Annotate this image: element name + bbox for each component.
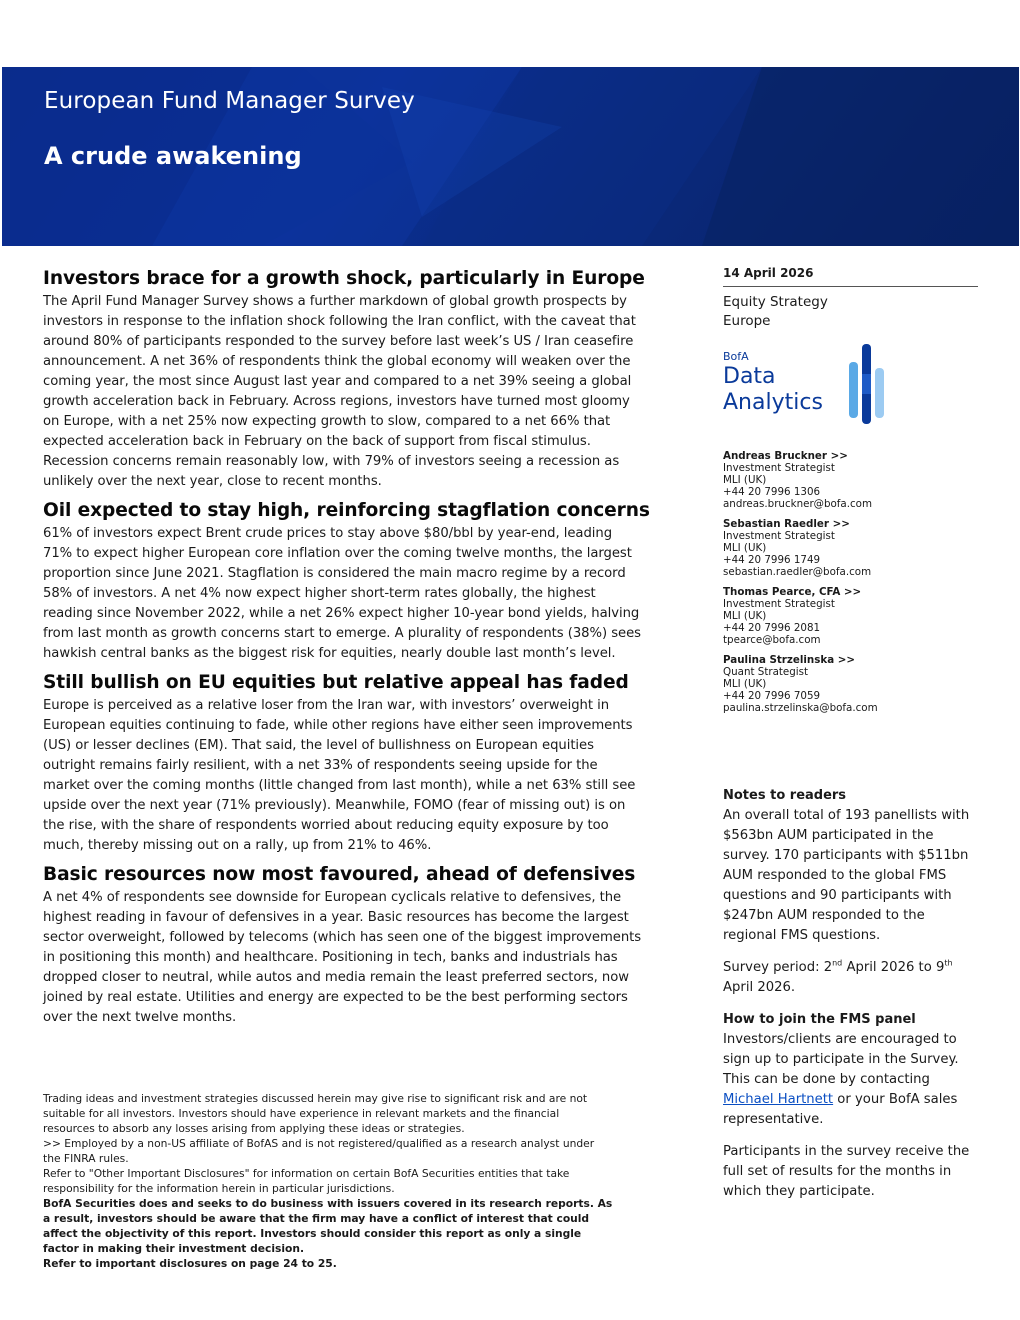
- brand-name: BofA: [723, 350, 749, 363]
- analyst-name: Paulina Strzelinska >>: [723, 654, 856, 666]
- analyst-phone: +44 20 7996 7059: [723, 690, 821, 702]
- survey-period: [723, 958, 981, 998]
- analyst-name: Andreas Bruckner >>: [723, 450, 848, 462]
- analyst-entity: MLI (UK): [723, 474, 767, 486]
- report-title: A crude awakening: [44, 142, 302, 170]
- survey-period-start: Survey period: 2: [723, 960, 833, 975]
- analyst-title: Investment Strategist: [723, 462, 835, 474]
- brand-product-line1: Data: [723, 364, 776, 389]
- analyst-entity: MLI (UK): [723, 542, 767, 554]
- join-text: [723, 1030, 981, 1130]
- analyst-title: Quant Strategist: [723, 666, 809, 678]
- analyst-phone: +44 20 7996 1749: [723, 554, 821, 566]
- analyst-email[interactable]: sebastian.raedler@bofa.com: [723, 566, 872, 578]
- disclaimer-conflict: BofA Securities does and seeks to do business with issuers covered in its research reports. As a result, investors should be aware that the firm may have a conflict of interest that could affect the objectivity of this report. Investors should consider this report as only a single factor in making their investment decision.: [43, 1197, 613, 1255]
- disclaimer-disclosures: Refer to important disclosures on page 24 to 25.: [43, 1257, 337, 1270]
- analyst-name: Sebastian Raedler >>: [723, 518, 850, 530]
- notes-heading: Notes to readers: [723, 788, 847, 803]
- join-heading: How to join the FMS panel: [723, 1012, 916, 1027]
- notes-body: An overall total of 193 panellists with $563bn AUM participated in the survey. 170 participants with $511bn AUM responded to the global FMS questions and 90 participants with $247bn AUM responded to the regional FMS questions.: [723, 808, 970, 943]
- department-line: Equity Strategy: [723, 294, 828, 310]
- bar-chart-logo-icon: [847, 344, 887, 424]
- analyst-title: Investment Strategist: [723, 598, 835, 610]
- region-line: Europe: [723, 313, 771, 329]
- ordinal-suffix: nd: [832, 958, 843, 968]
- section-basic-resources: [43, 862, 643, 1028]
- brand-product-line2: Analytics: [723, 390, 823, 415]
- section-body: The April Fund Manager Survey shows a further markdown of global growth prospects by investors in response to the inflation shock following the Iran conflict, with the caveat that around 80% of participants responded to the survey before last week’s US / Iran ceasefire announcement. A net 36% of respondents think the global economy will weaken over the coming year, the most since August last year and compared to a net 39% seeing a global growth acceleration back in February. Across regions, investors have turned most gloomy on Europe, with a net 25% now expecting growth to slow, compared to a net 66% that expected acceleration back in February on the back of support from fiscal stimulus. Recession concerns remain reasonably low, with 79% of investors seeing a recession as unlikely over the next year, close to recent months.: [43, 294, 636, 489]
- section-body: Europe is perceived as a relative loser from the Iran war, with investors’ overweight in European equities continuing to fade, while other regions have either seen improvements (US) or lesser declines (EM). That said, the level of bullishness on European equities outright remains fairly resilient, with a net 33% of respondents seeing upside for the market over the coming months (little changed from last month), while a net 63% still see upside over the next year (71% previously). Meanwhile, FOMO (fear of missing out) is on the rise, with the share of respondents worried about reducing equity exposure by too much, thereby missing out on a rally, up from 21% to 46%.: [43, 698, 636, 853]
- brand-block: [723, 350, 978, 440]
- analyst-card: [723, 654, 978, 714]
- analyst-phone: +44 20 7996 2081: [723, 622, 821, 634]
- disclaimer-risk: Trading ideas and investment strategies discussed herein may give rise to significant risk and are not suitable for all investors. Investors should have experience in relevant markets and the financial resources to absorb any losses arising from applying these ideas or strategies.: [43, 1092, 588, 1135]
- section-heading: Investors brace for a growth shock, particularly in Europe: [43, 268, 645, 289]
- analyst-name: Thomas Pearce, CFA >>: [723, 586, 862, 598]
- join-text-start: Investors/clients are encouraged to sign up to participate in the Survey. This can be done by contacting: [723, 1032, 959, 1087]
- disclaimer-entities: Refer to "Other Important Disclosures" for information on certain BofA Securities entities that take responsibility for the information herein in particular jurisdictions.: [43, 1167, 570, 1195]
- join-text-end: or your BofA sales representative.: [723, 1092, 958, 1127]
- section-heading: Oil expected to stay high, reinforcing stagflation concerns: [43, 500, 650, 521]
- notes-to-readers: [723, 786, 981, 1202]
- ordinal-suffix: th: [944, 958, 953, 968]
- department: [723, 293, 978, 331]
- section-body: A net 4% of respondents see downside for European cyclicals relative to defensives, the highest reading in favour of defensives in a year. Basic resources has become the largest sector overweight, followed by telecoms (which has seen one of the biggest improvements in positioning this month) and healthcare. Positioning in tech, banks and industrials has dropped closer to neutral, while autos and media remain the least preferred sectors, now joined by real estate. Utilities and energy are expected to be the best performing sectors over the next twelve months.: [43, 890, 642, 1025]
- analyst-email[interactable]: andreas.bruckner@bofa.com: [723, 498, 873, 510]
- analyst-list: [723, 450, 978, 722]
- report-banner: [2, 67, 1019, 246]
- main-content: [43, 266, 650, 1028]
- section-heading: Still bullish on EU equities but relative appeal has faded: [43, 672, 629, 693]
- analyst-entity: MLI (UK): [723, 678, 767, 690]
- analyst-card: [723, 450, 978, 510]
- analyst-title: Investment Strategist: [723, 530, 835, 542]
- section-oil-stagflation: [43, 498, 650, 664]
- report-date: 14 April 2026: [723, 264, 978, 287]
- participants-note: Participants in the survey receive the full set of results for the months in which they participate.: [723, 1144, 970, 1199]
- analyst-email[interactable]: tpearce@bofa.com: [723, 634, 821, 646]
- survey-period-mid: April 2026 to 9: [842, 960, 945, 975]
- section-heading: Basic resources now most favoured, ahead of defensives: [43, 864, 636, 885]
- section-body: 61% of investors expect Brent crude prices to stay above $80/bbl by year-end, leading 71% to expect higher European core inflation over the coming twelve months, the largest proportion since June 2021. Stagflation is considered the main macro regime by a record 58% of investors. A net 4% now expect higher short-term rates globally, the highest reading since November 2022, while a net 26% expect higher 10-year bond yields, halving from last month as growth concerns start to emerge. A plurality of respondents (38%) sees hawkish central banks as the biggest risk for equities, nearly double last month’s level.: [43, 526, 642, 661]
- section-growth-shock: [43, 266, 643, 492]
- analyst-phone: +44 20 7996 1306: [723, 486, 821, 498]
- disclaimer: [43, 1091, 613, 1271]
- analyst-card: [723, 518, 978, 578]
- sidebar: [723, 264, 978, 1199]
- analyst-card: [723, 586, 978, 646]
- report-series-title: European Fund Manager Survey: [44, 88, 415, 114]
- analyst-email[interactable]: paulina.strzelinska@bofa.com: [723, 702, 878, 714]
- analyst-entity: MLI (UK): [723, 610, 767, 622]
- disclaimer-affiliate: >> Employed by a non-US affiliate of BofAS and is not registered/qualified as a research analyst under the FINRA rules.: [43, 1137, 595, 1165]
- section-eu-equities: [43, 670, 643, 856]
- survey-period-end: April 2026.: [723, 980, 796, 995]
- contact-link[interactable]: Michael Hartnett: [723, 1092, 834, 1107]
